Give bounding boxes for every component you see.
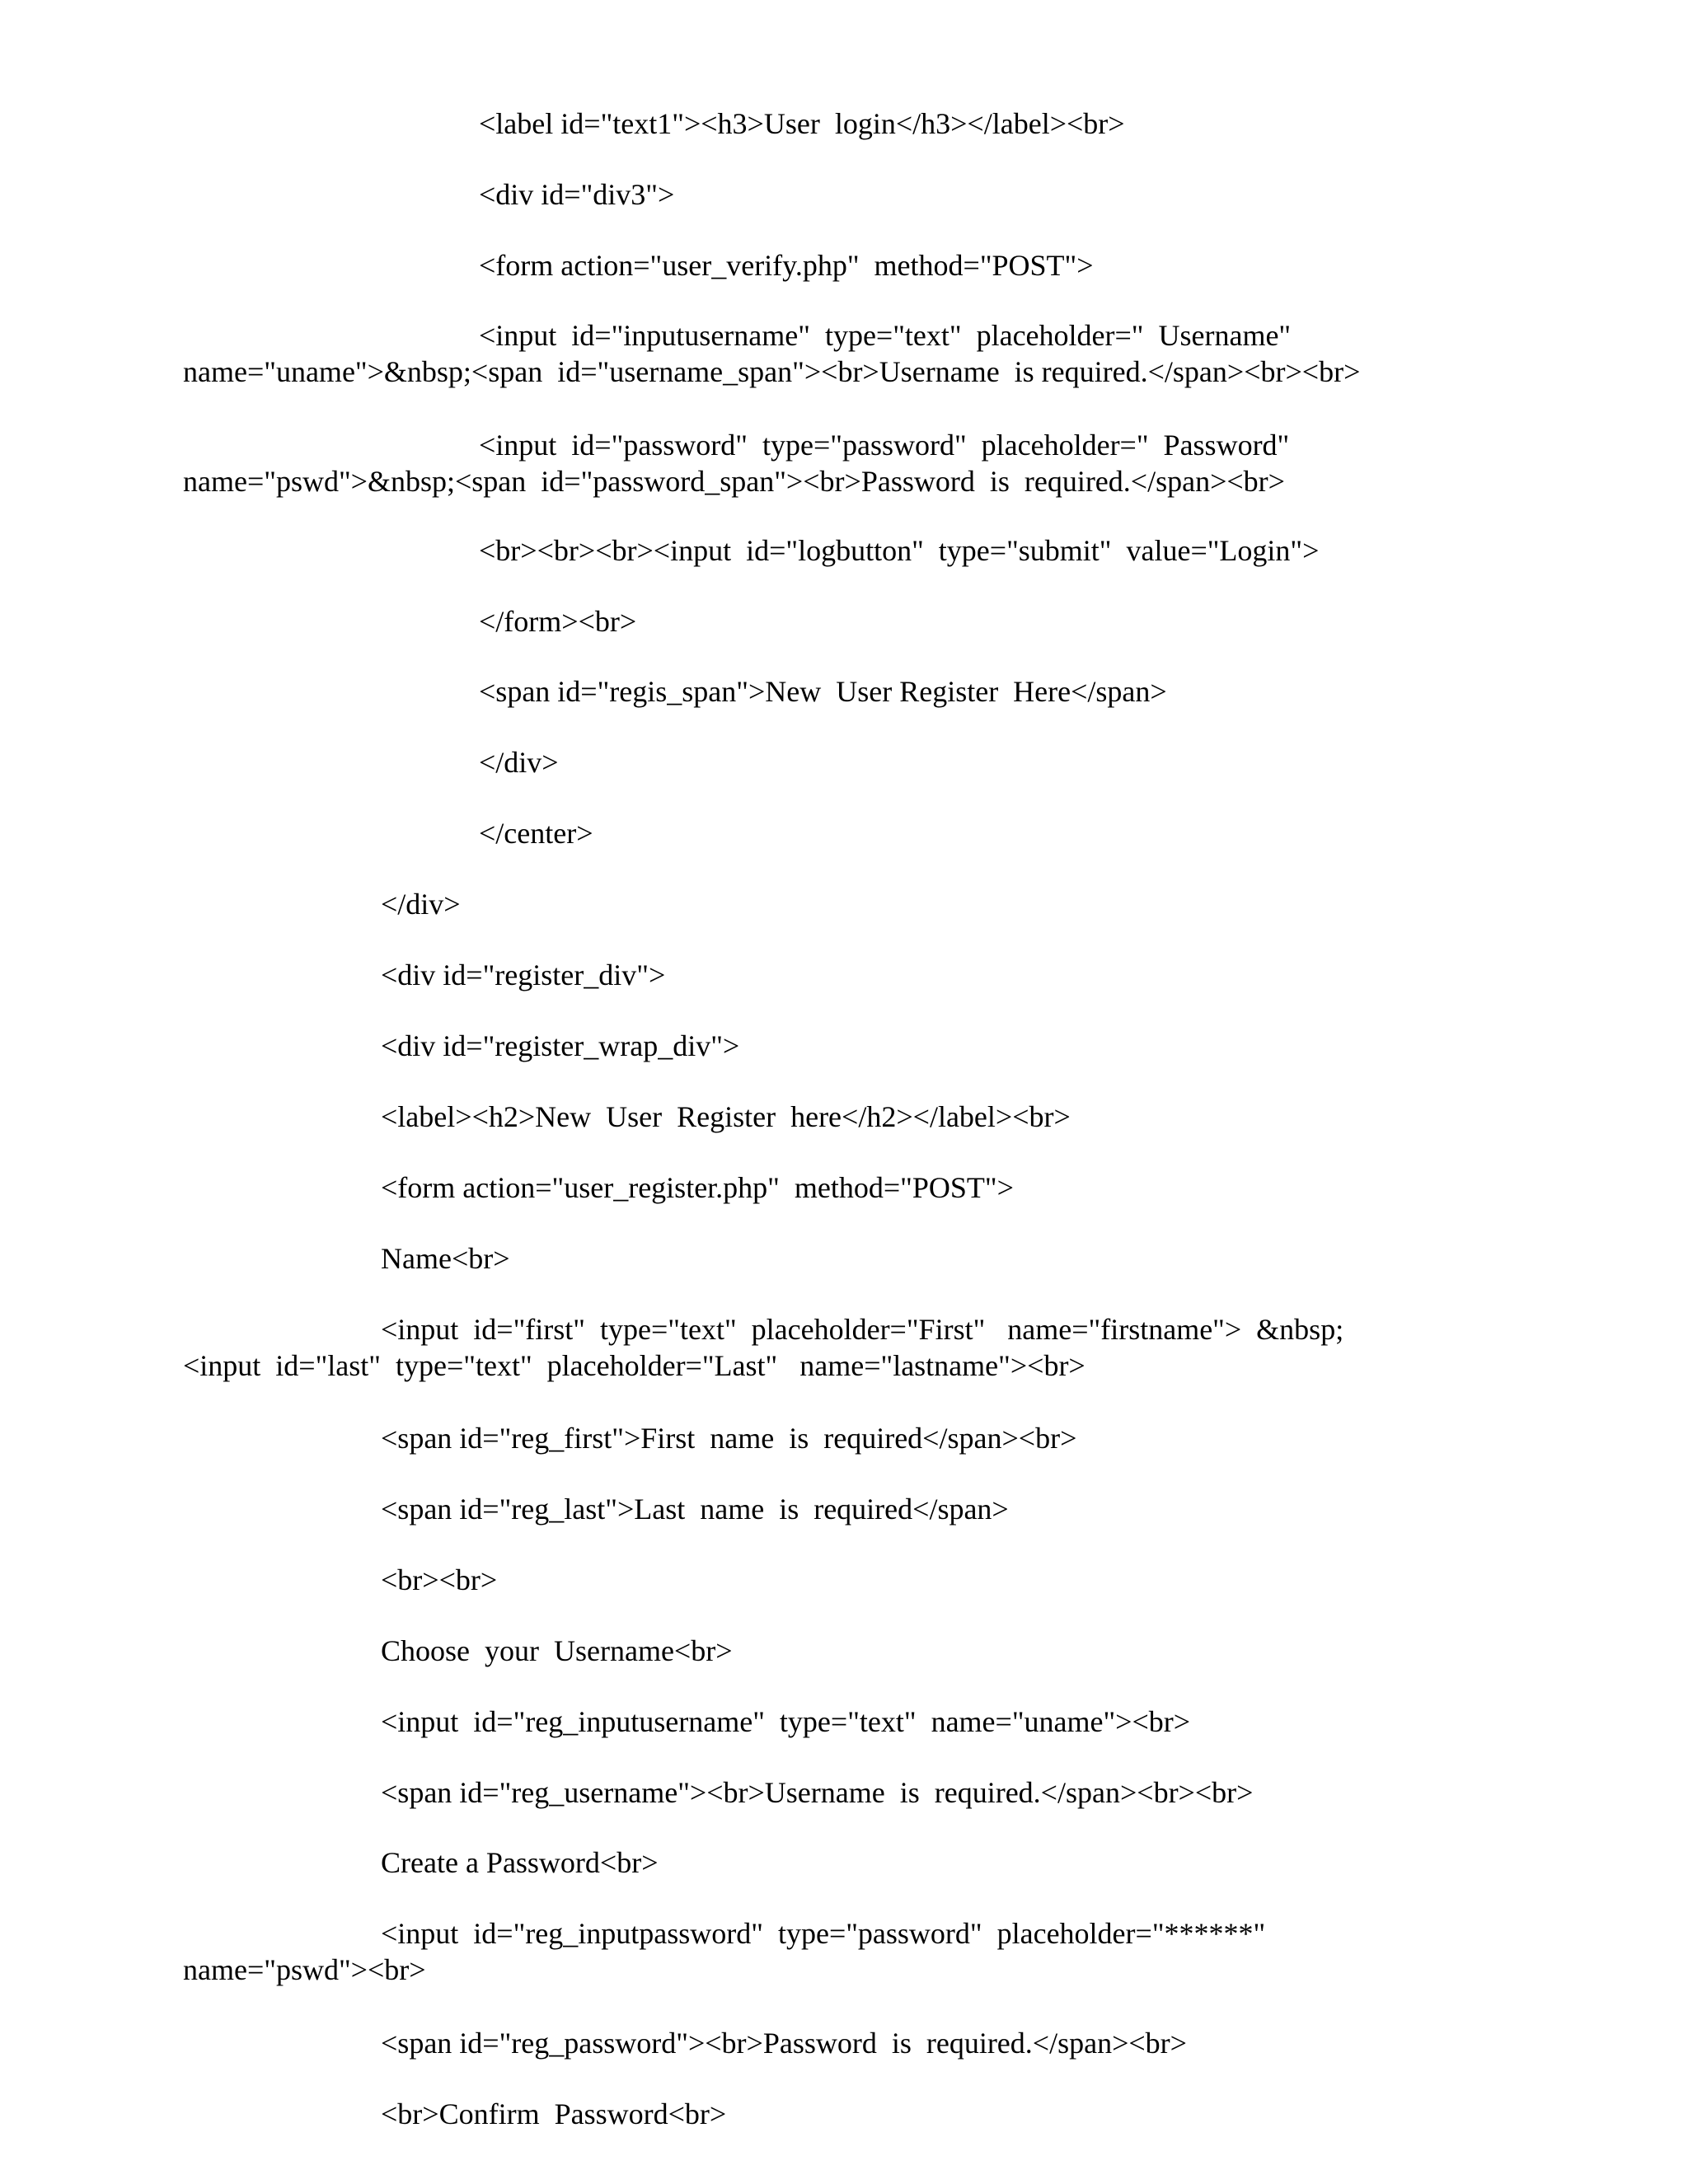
code-line: <div id="div3">	[479, 178, 675, 211]
code-line: <div id="register_div">	[381, 958, 666, 991]
code-line: <br><br>	[381, 1563, 498, 1596]
code-line: <br>Confirm Password<br>	[381, 2097, 727, 2130]
code-line: Name<br>	[381, 1242, 510, 1275]
code-line: Create a Password<br>	[381, 1846, 659, 1879]
code-line: <br><br><br><input id="logbutton" type="submit" value="Login">	[479, 534, 1320, 567]
code-line: Choose your Username<br>	[381, 1634, 733, 1667]
code-line: <span id="regis_span">New User Register Here</span>	[479, 675, 1167, 708]
code-line: <span id="reg_username"><br>Username is required.</span><br><br>	[381, 1776, 1254, 1809]
code-line: name="uname">&nbsp;<span id="username_span"><br>Username is required.</span><br><br>	[183, 355, 1361, 388]
code-line: <form action="user_register.php" method="POST">	[381, 1171, 1014, 1204]
code-line: </div>	[479, 746, 559, 779]
code-line: <label><h2>New User Register here</h2></label><br>	[381, 1100, 1071, 1133]
code-line: <input id="last" type="text" placeholder="Last" name="lastname"><br>	[183, 1349, 1085, 1382]
code-line: <span id="reg_last">Last name is required</span>	[381, 1493, 1009, 1526]
code-line: </form><br>	[479, 605, 637, 638]
code-line: <form action="user_verify.php" method="POST">	[479, 249, 1094, 282]
code-line: name="pswd"><br>	[183, 1953, 426, 1986]
code-line: <input id="password" type="password" placeholder=" Password"	[479, 429, 1290, 462]
code-line: <div id="register_wrap_div">	[381, 1029, 740, 1062]
code-line: <input id="first" type="text" placeholder="First" name="firstname"> &nbsp;	[381, 1313, 1344, 1346]
code-line: <input id="inputusername" type="text" placeholder=" Username"	[479, 319, 1292, 352]
code-line: <input id="reg_inputpassword" type="password" placeholder="******"	[381, 1917, 1266, 1950]
code-line: name="pswd">&nbsp;<span id="password_span"><br>Password is required.</span><br>	[183, 465, 1285, 498]
code-line: <span id="reg_password"><br>Password is required.</span><br>	[381, 2027, 1187, 2060]
code-line: <input id="reg_inputusername" type="text" name="uname"><br>	[381, 1705, 1191, 1738]
code-line: </center>	[479, 817, 593, 850]
code-line: <span id="reg_first">First name is required</span><br>	[381, 1422, 1077, 1455]
code-line: <label id="text1"><h3>User login</h3></label><br>	[479, 107, 1125, 140]
code-line: </div>	[381, 888, 461, 921]
